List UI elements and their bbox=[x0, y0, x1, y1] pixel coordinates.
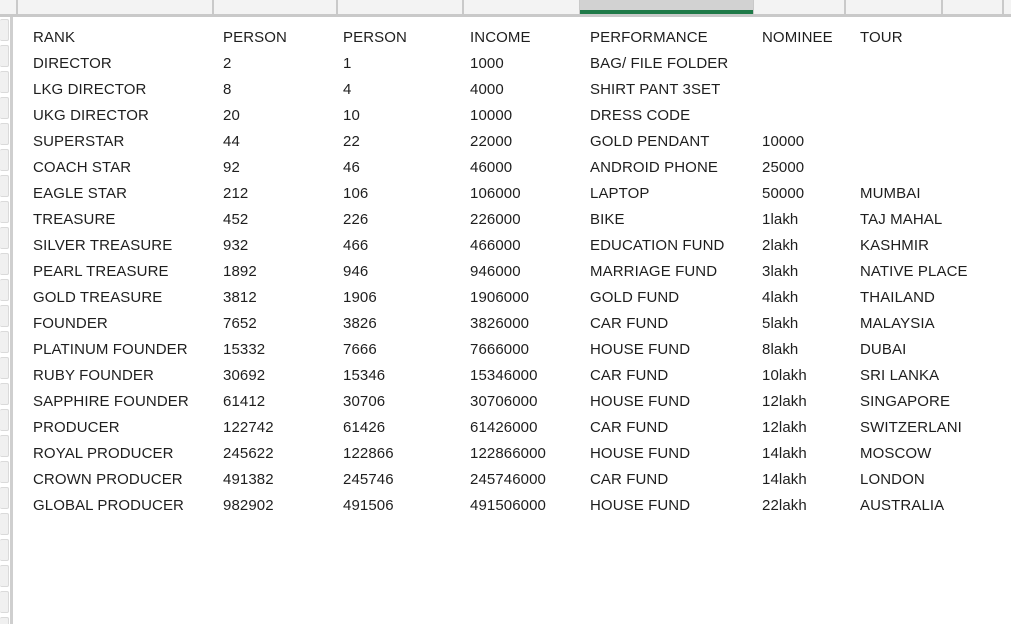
table-cell[interactable]: 245746000 bbox=[470, 471, 546, 488]
column-header-separator bbox=[462, 0, 464, 14]
table-cell[interactable]: SINGAPORE bbox=[860, 393, 951, 410]
row-header-cell[interactable] bbox=[0, 97, 9, 119]
row-header-cell[interactable] bbox=[0, 487, 9, 509]
table-cell[interactable]: 22 bbox=[343, 133, 360, 150]
table-cell[interactable]: ROYAL PRODUCER bbox=[33, 445, 174, 462]
table-cell[interactable]: 61426 bbox=[343, 419, 386, 436]
row-header-cell[interactable] bbox=[0, 175, 9, 197]
row-header-strip bbox=[0, 0, 10, 624]
table-cell[interactable]: THAILAND bbox=[860, 289, 935, 306]
table-cell[interactable]: MUMBAI bbox=[860, 185, 921, 202]
table-cell[interactable]: SHIRT PANT 3SET bbox=[590, 81, 721, 98]
row-header-cell[interactable] bbox=[0, 71, 9, 93]
table-cell[interactable]: BAG/ FILE FOLDER bbox=[590, 55, 729, 72]
table-cell[interactable]: 15332 bbox=[223, 341, 266, 358]
table-cell[interactable]: SILVER TREASURE bbox=[33, 237, 173, 254]
table-cell[interactable]: 92 bbox=[223, 159, 240, 176]
table-cell[interactable]: 932 bbox=[223, 237, 249, 254]
table-cell[interactable]: SUPERSTAR bbox=[33, 133, 125, 150]
table-cell[interactable]: 14lakh bbox=[762, 471, 807, 488]
table-cell[interactable]: CROWN PRODUCER bbox=[33, 471, 183, 488]
row-header-cell[interactable] bbox=[0, 565, 9, 587]
table-cell[interactable]: 10000 bbox=[470, 107, 513, 124]
row-header-cell[interactable] bbox=[0, 591, 9, 613]
row-header-cell[interactable] bbox=[0, 45, 9, 67]
table-cell[interactable]: GLOBAL PRODUCER bbox=[33, 497, 184, 514]
table-cell[interactable]: 50000 bbox=[762, 185, 805, 202]
column-header-cell[interactable]: RANK bbox=[33, 29, 76, 46]
table-cell[interactable]: 30692 bbox=[223, 367, 266, 384]
table-row bbox=[13, 121, 1011, 150]
table-cell[interactable]: ANDROID PHONE bbox=[590, 159, 718, 176]
table-row bbox=[13, 277, 1011, 306]
table-cell[interactable]: 1906 bbox=[343, 289, 377, 306]
table-cell[interactable]: COACH STAR bbox=[33, 159, 132, 176]
row-header-cell[interactable] bbox=[0, 253, 9, 275]
table-row bbox=[13, 173, 1011, 202]
table-cell[interactable]: CAR FUND bbox=[590, 419, 669, 436]
table-cell[interactable]: 122742 bbox=[223, 419, 274, 436]
table-cell[interactable]: 122866000 bbox=[470, 445, 546, 462]
table-row bbox=[13, 225, 1011, 254]
table-cell[interactable]: 46 bbox=[343, 159, 360, 176]
table-row bbox=[13, 459, 1011, 488]
table-cell[interactable]: 30706 bbox=[343, 393, 386, 410]
table-row bbox=[13, 433, 1011, 462]
table-cell[interactable]: 946 bbox=[343, 263, 369, 280]
table-cell[interactable]: PLATINUM FOUNDER bbox=[33, 341, 188, 358]
table-cell[interactable]: 122866 bbox=[343, 445, 394, 462]
table-cell[interactable]: MARRIAGE FUND bbox=[590, 263, 718, 280]
table-cell[interactable]: 15346000 bbox=[470, 367, 538, 384]
row-header-cell[interactable] bbox=[0, 383, 9, 405]
row-header-cell[interactable] bbox=[0, 149, 9, 171]
row-header-cell[interactable] bbox=[0, 435, 9, 457]
table-cell[interactable]: LONDON bbox=[860, 471, 925, 488]
table-cell[interactable]: MALAYSIA bbox=[860, 315, 935, 332]
table-cell[interactable]: 7666000 bbox=[470, 341, 530, 358]
table-row bbox=[13, 381, 1011, 410]
table-cell[interactable]: 3826000 bbox=[470, 315, 530, 332]
table-cell[interactable]: 2lakh bbox=[762, 237, 799, 254]
row-header-cell[interactable] bbox=[0, 201, 9, 223]
table-cell[interactable]: TREASURE bbox=[33, 211, 116, 228]
table-cell[interactable]: CAR FUND bbox=[590, 367, 669, 384]
table-row bbox=[13, 355, 1011, 384]
table-cell[interactable]: 1lakh bbox=[762, 211, 799, 228]
table-cell[interactable]: HOUSE FUND bbox=[590, 393, 691, 410]
table-cell[interactable]: PRODUCER bbox=[33, 419, 120, 436]
table-cell[interactable]: 212 bbox=[223, 185, 249, 202]
header-bottom-border bbox=[0, 14, 1011, 17]
table-cell[interactable]: 2 bbox=[223, 55, 232, 72]
column-header-separator bbox=[336, 0, 338, 14]
table-cell[interactable]: 491382 bbox=[223, 471, 274, 488]
table-cell[interactable]: CAR FUND bbox=[590, 471, 669, 488]
table-cell[interactable]: 3lakh bbox=[762, 263, 799, 280]
column-header-cell[interactable]: NOMINEE bbox=[762, 29, 833, 46]
table-cell[interactable]: 30706000 bbox=[470, 393, 538, 410]
table-cell[interactable]: 245746 bbox=[343, 471, 394, 488]
table-row bbox=[13, 43, 1011, 72]
row-header-cell[interactable] bbox=[0, 305, 9, 327]
table-cell[interactable]: 15346 bbox=[343, 367, 386, 384]
table-cell[interactable]: 12lakh bbox=[762, 393, 807, 410]
table-cell[interactable]: 226 bbox=[343, 211, 369, 228]
row-header-cell[interactable] bbox=[0, 19, 9, 41]
table-cell[interactable]: 10lakh bbox=[762, 367, 807, 384]
table-cell[interactable]: GOLD FUND bbox=[590, 289, 680, 306]
table-cell[interactable]: 106000 bbox=[470, 185, 521, 202]
table-cell[interactable]: 10 bbox=[343, 107, 360, 124]
table-cell[interactable]: 7666 bbox=[343, 341, 377, 358]
table-cell[interactable]: 946000 bbox=[470, 263, 521, 280]
table-cell[interactable]: 3826 bbox=[343, 315, 377, 332]
table-cell[interactable]: 7652 bbox=[223, 315, 257, 332]
table-cell[interactable]: 226000 bbox=[470, 211, 521, 228]
table-row bbox=[13, 147, 1011, 176]
table-cell[interactable]: 46000 bbox=[470, 159, 513, 176]
row-header-cell[interactable] bbox=[0, 123, 9, 145]
table-row bbox=[13, 407, 1011, 436]
table-cell[interactable]: PEARL TREASURE bbox=[33, 263, 169, 280]
table-cell[interactable]: 14lakh bbox=[762, 445, 807, 462]
table-cell[interactable]: 1000 bbox=[470, 55, 504, 72]
table-cell[interactable]: UKG DIRECTOR bbox=[33, 107, 149, 124]
table-cell[interactable]: NATIVE PLACE bbox=[860, 263, 968, 280]
table-cell[interactable]: EDUCATION FUND bbox=[590, 237, 725, 254]
table-cell[interactable]: 245622 bbox=[223, 445, 274, 462]
table-cell[interactable]: 466000 bbox=[470, 237, 521, 254]
table-cell[interactable]: 12lakh bbox=[762, 419, 807, 436]
table-cell[interactable]: SRI LANKA bbox=[860, 367, 940, 384]
table-cell[interactable]: 982902 bbox=[223, 497, 274, 514]
row-header-cell[interactable] bbox=[0, 513, 9, 535]
table-cell[interactable]: EAGLE STAR bbox=[33, 185, 128, 202]
table-cell[interactable]: RUBY FOUNDER bbox=[33, 367, 154, 384]
column-header-separator bbox=[941, 0, 943, 14]
row-header-cell[interactable] bbox=[0, 279, 9, 301]
table-cell[interactable]: 8 bbox=[223, 81, 232, 98]
row-header-divider bbox=[10, 0, 13, 624]
table-cell[interactable]: 106 bbox=[343, 185, 369, 202]
table-cell[interactable]: MOSCOW bbox=[860, 445, 932, 462]
row-header-cell[interactable] bbox=[0, 227, 9, 249]
column-header-cell[interactable]: PERSON bbox=[223, 29, 287, 46]
table-cell[interactable]: GOLD TREASURE bbox=[33, 289, 163, 306]
table-row bbox=[13, 329, 1011, 358]
selected-column-header[interactable] bbox=[580, 0, 753, 10]
table-cell[interactable]: HOUSE FUND bbox=[590, 341, 691, 358]
table-cell[interactable]: 10000 bbox=[762, 133, 805, 150]
table-cell[interactable]: 4000 bbox=[470, 81, 504, 98]
table-row bbox=[13, 69, 1011, 98]
table-cell[interactable]: 8lakh bbox=[762, 341, 799, 358]
column-header-strip bbox=[0, 0, 1011, 14]
column-header-cell[interactable]: TOUR bbox=[860, 29, 903, 46]
table-row bbox=[13, 485, 1011, 514]
table-cell[interactable]: SAPPHIRE FOUNDER bbox=[33, 393, 189, 410]
table-cell[interactable]: DUBAI bbox=[860, 341, 907, 358]
row-header-cell[interactable] bbox=[0, 461, 9, 483]
table-cell[interactable]: SWITZERLANI bbox=[860, 419, 962, 436]
table-cell[interactable]: HOUSE FUND bbox=[590, 445, 691, 462]
row-header-cell[interactable] bbox=[0, 539, 9, 561]
table-cell[interactable]: TAJ MAHAL bbox=[860, 211, 943, 228]
table-cell[interactable]: 44 bbox=[223, 133, 240, 150]
table-cell[interactable]: HOUSE FUND bbox=[590, 497, 691, 514]
table-cell[interactable]: 1906000 bbox=[470, 289, 530, 306]
row-header-cell[interactable] bbox=[0, 617, 9, 624]
table-cell[interactable]: 1892 bbox=[223, 263, 257, 280]
column-header-separator bbox=[16, 0, 18, 14]
table-row bbox=[13, 95, 1011, 124]
table-row bbox=[13, 251, 1011, 280]
table-cell[interactable]: KASHMIR bbox=[860, 237, 930, 254]
table-cell[interactable]: 4 bbox=[343, 81, 352, 98]
table-cell[interactable]: BIKE bbox=[590, 211, 625, 228]
table-cell[interactable]: 61426000 bbox=[470, 419, 538, 436]
column-header-cell[interactable]: PERFORMANCE bbox=[590, 29, 708, 46]
column-header-separator bbox=[212, 0, 214, 14]
table-cell[interactable]: 22000 bbox=[470, 133, 513, 150]
table-header-row bbox=[13, 17, 1011, 46]
row-header-cell[interactable] bbox=[0, 331, 9, 353]
table-cell[interactable]: 452 bbox=[223, 211, 249, 228]
column-header-cell[interactable]: PERSON bbox=[343, 29, 407, 46]
column-header-separator bbox=[1002, 0, 1004, 14]
row-header-cell[interactable] bbox=[0, 409, 9, 431]
table-cell[interactable]: LKG DIRECTOR bbox=[33, 81, 147, 98]
sheet-content bbox=[13, 17, 1011, 624]
table-cell[interactable]: 1 bbox=[343, 55, 352, 72]
table-cell[interactable]: 4lakh bbox=[762, 289, 799, 306]
table-cell[interactable]: 466 bbox=[343, 237, 369, 254]
table-cell[interactable]: 491506000 bbox=[470, 497, 546, 514]
table-cell[interactable]: DIRECTOR bbox=[33, 55, 112, 72]
table-cell[interactable]: 20 bbox=[223, 107, 240, 124]
table-cell[interactable]: 3812 bbox=[223, 289, 257, 306]
table-cell[interactable]: 491506 bbox=[343, 497, 394, 514]
column-header-cell[interactable]: INCOME bbox=[470, 29, 531, 46]
table-cell[interactable]: 25000 bbox=[762, 159, 805, 176]
table-cell[interactable]: FOUNDER bbox=[33, 315, 108, 332]
table-row bbox=[13, 303, 1011, 332]
row-header-cell[interactable] bbox=[0, 357, 9, 379]
table-cell[interactable]: AUSTRALIA bbox=[860, 497, 945, 514]
table-cell[interactable]: CAR FUND bbox=[590, 315, 669, 332]
table-row bbox=[13, 199, 1011, 228]
table-cell[interactable]: 22lakh bbox=[762, 497, 807, 514]
table-cell[interactable]: 5lakh bbox=[762, 315, 799, 332]
table-cell[interactable]: LAPTOP bbox=[590, 185, 650, 202]
table-cell[interactable]: GOLD PENDANT bbox=[590, 133, 710, 150]
column-header-separator bbox=[844, 0, 846, 14]
table-cell[interactable]: DRESS CODE bbox=[590, 107, 691, 124]
table-cell[interactable]: 61412 bbox=[223, 393, 266, 410]
